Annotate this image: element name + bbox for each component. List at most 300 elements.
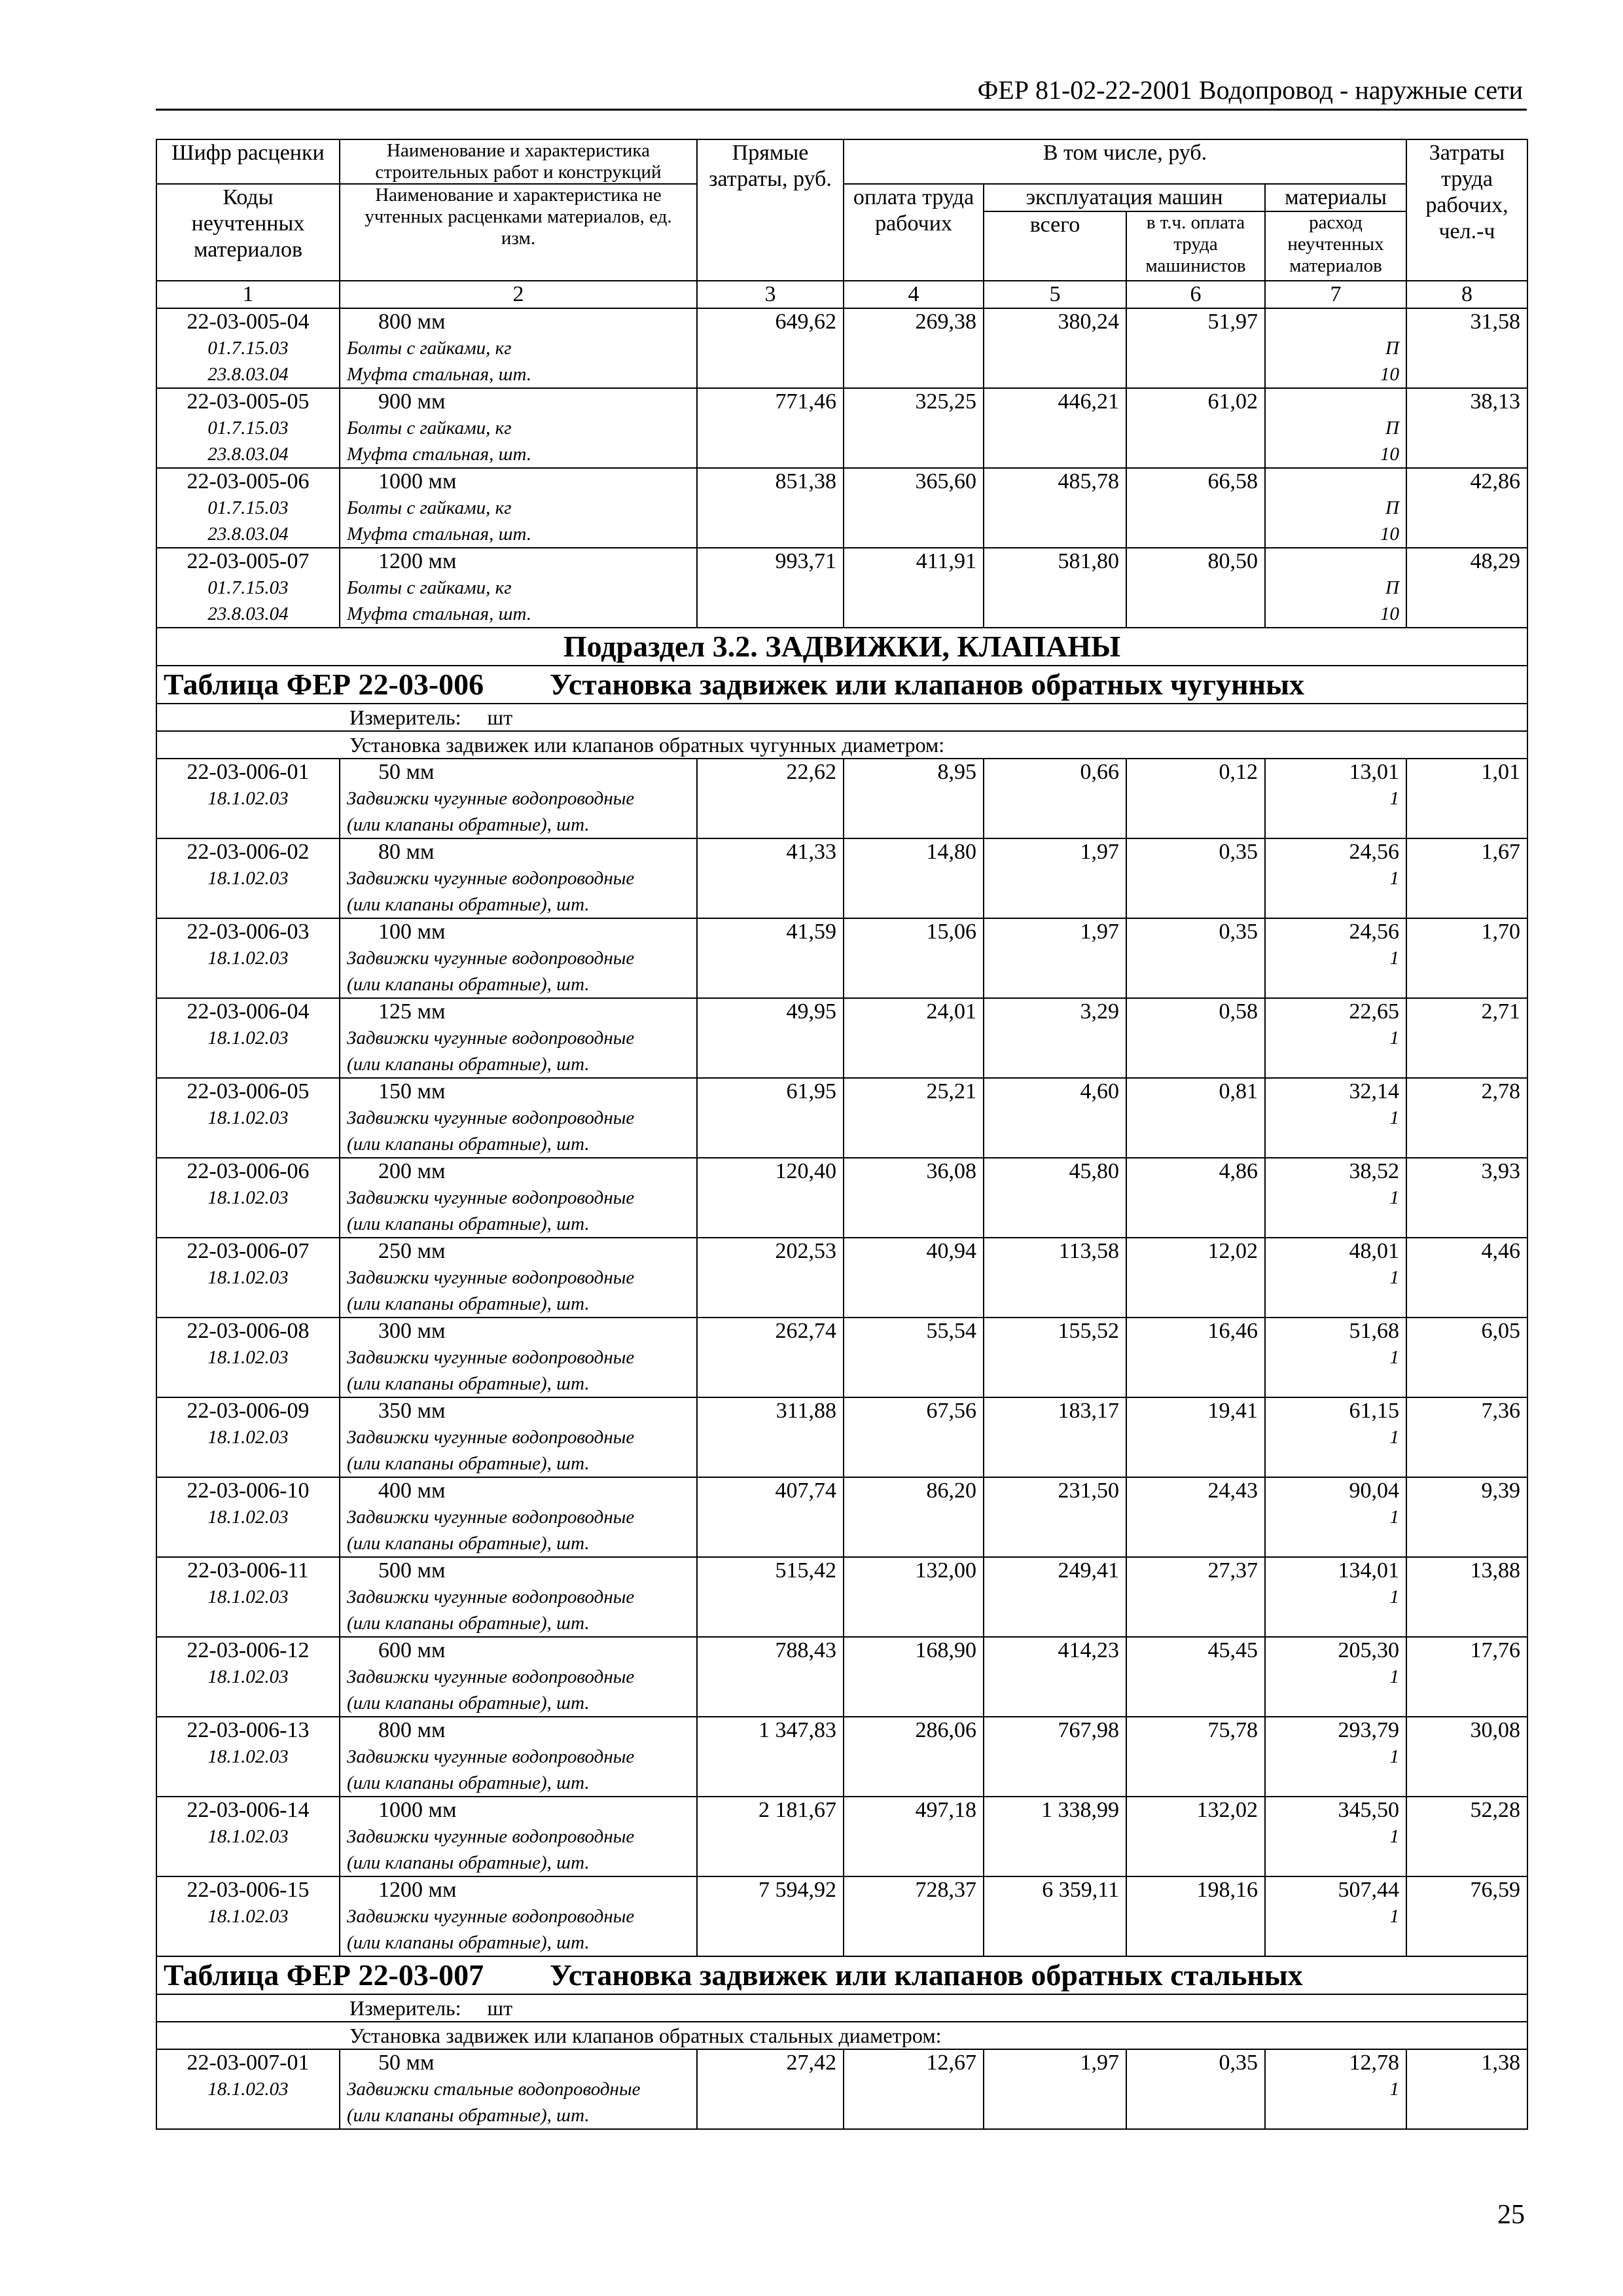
material-name-line1: Задвижки чугунные водопроводные — [347, 868, 635, 889]
rate-code-cell — [156, 1397, 340, 1477]
direct-cost-value: 7 594,92 — [758, 1878, 836, 1902]
material-name: Муфта стальная, шт. — [347, 524, 532, 545]
materials-cell — [1265, 2049, 1406, 2129]
machines-labor-value: 51,97 — [1207, 310, 1258, 334]
table-row — [156, 838, 1527, 918]
direct-cost — [697, 759, 844, 838]
materials-cell — [1265, 918, 1406, 998]
machines-total — [984, 388, 1126, 468]
materials-cell — [1265, 838, 1406, 918]
table-title — [156, 1956, 1527, 1994]
machines-total — [984, 1637, 1126, 1717]
labor-pay — [844, 998, 984, 1078]
rate-code-cell — [156, 759, 340, 838]
labor-pay — [844, 1318, 984, 1397]
direct-cost — [697, 918, 844, 998]
rate-code: 22-03-005-07 — [187, 549, 310, 573]
labor-cost-value: 42,86 — [1470, 469, 1520, 493]
labor-cost — [1406, 468, 1527, 548]
direct-cost-value: 49,95 — [786, 999, 836, 1024]
machines-labor-value: 0,12 — [1219, 760, 1258, 784]
material-name-line1: Задвижки чугунные водопроводные — [347, 1587, 635, 1607]
material-name-line1: Задвижки стальные водопроводные — [347, 2079, 641, 2100]
table-row — [156, 1158, 1527, 1238]
machines-labor — [1126, 308, 1265, 388]
table-row — [156, 1557, 1527, 1637]
measure-label: Измеритель: — [349, 706, 461, 729]
machines-total — [984, 1717, 1126, 1797]
direct-cost-value: 120,40 — [775, 1159, 836, 1183]
labor-pay-value: 325,25 — [915, 389, 976, 414]
labor-pay-value: 168,90 — [915, 1638, 976, 1662]
table-row — [156, 468, 1527, 548]
materials-cost: 38,52 — [1349, 1159, 1399, 1183]
material-name-line1: Задвижки чугунные водопроводные — [347, 948, 635, 969]
machines-labor-value: 132,02 — [1196, 1798, 1258, 1822]
direct-cost — [697, 548, 844, 628]
rate-code: 22-03-006-05 — [187, 1079, 310, 1103]
materials-cell — [1265, 1318, 1406, 1397]
machines-labor-value: 0,35 — [1219, 2051, 1258, 2075]
materials-cost: 90,04 — [1349, 1479, 1399, 1503]
material-name-line2: (или клапаны обратные), шт. — [347, 1772, 590, 1793]
table-name: Установка задвижек или клапанов обратных стальных — [550, 1958, 1303, 1992]
labor-pay-value: 40,94 — [926, 1239, 976, 1263]
column-number: 5 — [984, 281, 1126, 308]
labor-pay-value: 36,08 — [926, 1159, 976, 1183]
materials-cost: 24,56 — [1349, 840, 1399, 864]
machines-total — [984, 838, 1126, 918]
direct-cost-value: 2 181,67 — [758, 1798, 836, 1822]
rate-name: 150 мм — [378, 1079, 446, 1103]
rate-name: 500 мм — [378, 1558, 446, 1583]
material-code: 18.1.02.03 — [207, 1267, 289, 1288]
material-name-line2: (или клапаны обратные), шт. — [347, 1852, 590, 1873]
labor-cost-value: 4,46 — [1481, 1239, 1520, 1263]
direct-cost-value: 27,42 — [786, 2051, 836, 2075]
material-name: Муфта стальная, шт. — [347, 364, 532, 385]
labor-cost — [1406, 759, 1527, 838]
machines-total-value: 380,24 — [1058, 310, 1119, 334]
rate-name: 80 мм — [378, 840, 435, 864]
material-name-line2: (или клапаны обратные), шт. — [347, 1613, 590, 1634]
machines-total-value: 113,58 — [1058, 1239, 1119, 1263]
caption-row — [156, 2022, 1527, 2049]
machines-total — [984, 1557, 1126, 1637]
header-labor-pay: оплата труда рабочих — [844, 184, 984, 281]
labor-pay — [844, 1158, 984, 1238]
direct-cost — [697, 1477, 844, 1557]
rate-code: 22-03-006-09 — [187, 1399, 310, 1423]
material-qty: 1 — [1389, 1826, 1399, 1847]
material-code: 18.1.02.03 — [207, 1826, 289, 1847]
labor-pay — [844, 918, 984, 998]
material-qty: 1 — [1389, 1427, 1399, 1448]
rate-name: 800 мм — [378, 1718, 446, 1742]
direct-cost-value: 771,46 — [775, 389, 836, 414]
labor-pay-value: 8,95 — [937, 760, 976, 784]
table-row — [156, 548, 1527, 628]
material-name-line1: Задвижки чугунные водопроводные — [347, 1826, 635, 1847]
labor-cost — [1406, 1318, 1527, 1397]
direct-cost — [697, 1078, 844, 1158]
machines-total — [984, 548, 1126, 628]
direct-cost — [697, 1637, 844, 1717]
machines-total-value: 1,97 — [1080, 840, 1119, 864]
direct-cost — [697, 1717, 844, 1797]
section-row — [156, 628, 1527, 666]
material-qty: П — [1385, 497, 1399, 518]
rate-code-cell — [156, 1477, 340, 1557]
material-name-line2: (или клапаны обратные), шт. — [347, 974, 590, 995]
labor-pay-value: 55,54 — [926, 1319, 976, 1343]
machines-labor — [1126, 388, 1265, 468]
direct-cost-value: 407,74 — [775, 1479, 836, 1503]
section-title: Подраздел 3.2. ЗАДВИЖКИ, КЛАПАНЫ — [156, 628, 1527, 666]
machines-total-value: 155,52 — [1058, 1319, 1119, 1343]
material-name-line2: (или клапаны обратные), шт. — [347, 1213, 590, 1234]
page-number: 25 — [1497, 2200, 1525, 2230]
rate-name: 800 мм — [378, 310, 446, 334]
labor-pay — [844, 1797, 984, 1876]
header-machines-labor: в т.ч. оплата труда машинистов — [1126, 211, 1265, 281]
materials-cell — [1265, 1876, 1406, 1956]
machines-labor-value: 0,35 — [1219, 840, 1258, 864]
rate-code: 22-03-006-12 — [187, 1638, 310, 1662]
labor-pay-value: 24,01 — [926, 999, 976, 1024]
rate-code: 22-03-006-15 — [187, 1878, 310, 1902]
table-row — [156, 2049, 1527, 2129]
measure — [156, 704, 1527, 731]
rates-table — [156, 139, 1528, 2130]
materials-cell — [1265, 1557, 1406, 1637]
machines-labor-value: 0,35 — [1219, 920, 1258, 944]
material-code: 18.1.02.03 — [207, 1906, 289, 1927]
labor-cost-value: 2,71 — [1481, 999, 1520, 1024]
machines-total-value: 485,78 — [1058, 469, 1119, 493]
machines-total — [984, 468, 1126, 548]
labor-cost — [1406, 1797, 1527, 1876]
labor-pay — [844, 2049, 984, 2129]
rate-name: 100 мм — [378, 920, 446, 944]
materials-cost: 345,50 — [1338, 1798, 1399, 1822]
rate-name-cell — [340, 759, 697, 838]
machines-labor-value: 27,37 — [1207, 1558, 1258, 1583]
labor-cost — [1406, 918, 1527, 998]
material-qty: 1 — [1389, 1347, 1399, 1368]
machines-labor-value: 75,78 — [1207, 1718, 1258, 1742]
materials-cell — [1265, 548, 1406, 628]
material-qty: 10 — [1380, 364, 1399, 385]
rate-name-cell — [340, 1318, 697, 1397]
material-qty: 1 — [1389, 868, 1399, 889]
rate-name: 50 мм — [378, 760, 435, 784]
material-name-line2: (или клапаны обратные), шт. — [347, 894, 590, 915]
labor-pay — [844, 838, 984, 918]
labor-cost — [1406, 838, 1527, 918]
machines-total — [984, 1158, 1126, 1238]
rate-code-cell — [156, 918, 340, 998]
measure — [156, 1994, 1527, 2022]
machines-labor-value: 12,02 — [1207, 1239, 1258, 1263]
machines-labor — [1126, 548, 1265, 628]
rate-name: 600 мм — [378, 1638, 446, 1662]
header-direct: Прямые затраты, руб. — [697, 139, 844, 281]
labor-pay-value: 269,38 — [915, 310, 976, 334]
machines-total — [984, 2049, 1126, 2129]
material-name-line2: (или клапаны обратные), шт. — [347, 1373, 590, 1394]
labor-cost-value: 1,70 — [1481, 920, 1520, 944]
material-name-line2: (или клапаны обратные), шт. — [347, 1134, 590, 1155]
table-row — [156, 1238, 1527, 1318]
table-code: Таблица ФЕР 22-03-007 — [164, 1958, 484, 1992]
machines-total — [984, 1797, 1126, 1876]
labor-cost-value: 1,01 — [1481, 760, 1520, 784]
column-number: 4 — [844, 281, 984, 308]
materials-cell — [1265, 998, 1406, 1078]
rate-code-cell — [156, 1318, 340, 1397]
material-qty: 10 — [1380, 444, 1399, 465]
labor-cost-value: 9,39 — [1481, 1479, 1520, 1503]
machines-total — [984, 998, 1126, 1078]
material-qty: П — [1385, 418, 1399, 439]
materials-cell — [1265, 1797, 1406, 1876]
rate-name: 300 мм — [378, 1319, 446, 1343]
direct-cost — [697, 838, 844, 918]
machines-total-value: 6 359,11 — [1042, 1878, 1119, 1902]
direct-cost-value: 262,74 — [775, 1319, 836, 1343]
rate-code-cell — [156, 838, 340, 918]
labor-pay-value: 12,67 — [926, 2051, 976, 2075]
machines-total-value: 249,41 — [1058, 1558, 1119, 1583]
labor-cost-value: 1,38 — [1481, 2051, 1520, 2075]
materials-cost: 134,01 — [1338, 1558, 1399, 1583]
labor-cost — [1406, 1477, 1527, 1557]
labor-cost — [1406, 1717, 1527, 1797]
machines-total-value: 3,29 — [1080, 999, 1119, 1024]
direct-cost — [697, 468, 844, 548]
rate-code: 22-03-006-03 — [187, 920, 310, 944]
material-qty: 1 — [1389, 1028, 1399, 1049]
machines-labor-value: 4,86 — [1219, 1159, 1258, 1183]
machines-labor — [1126, 918, 1265, 998]
material-name-line2: (или клапаны обратные), шт. — [347, 1533, 590, 1554]
material-name-line1: Задвижки чугунные водопроводные — [347, 1028, 635, 1049]
material-code: 23.8.03.04 — [207, 603, 289, 624]
material-qty: П — [1385, 577, 1399, 598]
rate-code-cell — [156, 1078, 340, 1158]
measure-value: шт — [487, 1996, 513, 2020]
labor-cost — [1406, 2049, 1527, 2129]
header-materials-group: материалы — [1265, 184, 1406, 211]
rate-code-cell — [156, 1158, 340, 1238]
machines-labor-value: 0,81 — [1219, 1079, 1258, 1103]
material-qty: 10 — [1380, 524, 1399, 545]
material-qty: 1 — [1389, 948, 1399, 969]
materials-cell — [1265, 1397, 1406, 1477]
caption-row — [156, 731, 1527, 759]
direct-cost-value: 515,42 — [775, 1558, 836, 1583]
rate-name: 1000 мм — [378, 1798, 457, 1822]
rate-name: 125 мм — [378, 999, 446, 1024]
table-title-row — [156, 1956, 1527, 1994]
rate-name-cell — [340, 1078, 697, 1158]
materials-cell — [1265, 1717, 1406, 1797]
rate-code: 22-03-005-05 — [187, 389, 310, 414]
direct-cost-value: 22,62 — [786, 760, 836, 784]
rate-name: 1200 мм — [378, 1878, 457, 1902]
labor-cost — [1406, 1637, 1527, 1717]
table-row — [156, 1078, 1527, 1158]
header-machines-total: всего — [984, 211, 1126, 281]
material-code: 01.7.15.03 — [207, 418, 289, 439]
rate-code-cell — [156, 1637, 340, 1717]
rate-name-cell — [340, 548, 697, 628]
direct-cost — [697, 1397, 844, 1477]
machines-total-value: 231,50 — [1058, 1479, 1119, 1503]
column-number: 1 — [156, 281, 340, 308]
measure-row — [156, 1994, 1527, 2022]
material-name-line2: (или клапаны обратные), шт. — [347, 1453, 590, 1474]
labor-pay — [844, 1477, 984, 1557]
labor-pay — [844, 1557, 984, 1637]
machines-labor — [1126, 468, 1265, 548]
page-header — [156, 72, 1527, 111]
labor-cost-value: 38,13 — [1470, 389, 1520, 414]
table-row — [156, 1397, 1527, 1477]
material-qty: 1 — [1389, 1267, 1399, 1288]
rate-name-cell — [340, 838, 697, 918]
materials-cell — [1265, 1158, 1406, 1238]
measure-row — [156, 704, 1527, 731]
direct-cost-value: 649,62 — [775, 310, 836, 334]
material-code: 18.1.02.03 — [207, 1187, 289, 1208]
material-code: 18.1.02.03 — [207, 1746, 289, 1767]
machines-total — [984, 1238, 1126, 1318]
material-name-line1: Задвижки чугунные водопроводные — [347, 1906, 635, 1927]
machines-total-value: 183,17 — [1058, 1399, 1119, 1423]
direct-cost-value: 851,38 — [775, 469, 836, 493]
material-code: 01.7.15.03 — [207, 338, 289, 359]
table-caption: Установка задвижек или клапанов обратных чугунных диаметром: — [156, 731, 1527, 759]
labor-cost-value: 1,67 — [1481, 840, 1520, 864]
machines-labor-value: 0,58 — [1219, 999, 1258, 1024]
rate-name: 1200 мм — [378, 549, 457, 573]
machines-total-value: 414,23 — [1058, 1638, 1119, 1662]
machines-total — [984, 759, 1126, 838]
materials-cell — [1265, 388, 1406, 468]
machines-labor — [1126, 1876, 1265, 1956]
rate-name-cell — [340, 998, 697, 1078]
header-code-bottom: Коды неучтенных материалов — [156, 184, 340, 281]
material-code: 18.1.02.03 — [207, 1107, 289, 1128]
material-name-line1: Задвижки чугунные водопроводные — [347, 1666, 635, 1687]
labor-cost — [1406, 548, 1527, 628]
labor-cost-value: 3,93 — [1481, 1159, 1520, 1183]
labor-pay — [844, 1078, 984, 1158]
materials-cell — [1265, 1238, 1406, 1318]
header-name-bottom: Наименование и характеристика не учтенных расценками материалов, ед. изм. — [340, 184, 697, 281]
rate-name-cell — [340, 2049, 697, 2129]
rate-code-cell — [156, 2049, 340, 2129]
material-code: 18.1.02.03 — [207, 1666, 289, 1687]
material-code: 01.7.15.03 — [207, 577, 289, 598]
machines-labor-value: 198,16 — [1196, 1878, 1258, 1902]
rate-code-cell — [156, 1238, 340, 1318]
rate-name-cell — [340, 1797, 697, 1876]
table-row — [156, 1637, 1527, 1717]
materials-cost: 48,01 — [1349, 1239, 1399, 1263]
labor-cost — [1406, 1397, 1527, 1477]
labor-pay — [844, 1238, 984, 1318]
labor-pay-value: 411,91 — [916, 549, 976, 573]
rate-name: 250 мм — [378, 1239, 446, 1263]
rate-code: 22-03-006-04 — [187, 999, 310, 1024]
rate-code-cell — [156, 998, 340, 1078]
labor-pay — [844, 1717, 984, 1797]
machines-labor-value: 61,02 — [1207, 389, 1258, 414]
column-number: 7 — [1265, 281, 1406, 308]
rate-code: 22-03-006-10 — [187, 1479, 310, 1503]
material-qty: 1 — [1389, 788, 1399, 809]
labor-pay-value: 728,37 — [915, 1878, 976, 1902]
labor-cost-value: 52,28 — [1470, 1798, 1520, 1822]
machines-labor — [1126, 1078, 1265, 1158]
labor-pay — [844, 1876, 984, 1956]
direct-cost-value: 1 347,83 — [758, 1718, 836, 1742]
material-name-line2: (или клапаны обратные), шт. — [347, 814, 590, 835]
labor-cost — [1406, 388, 1527, 468]
machines-total-value: 1 338,99 — [1041, 1798, 1119, 1822]
materials-cost: 13,01 — [1349, 760, 1399, 784]
direct-cost — [697, 1158, 844, 1238]
material-code: 18.1.02.03 — [207, 948, 289, 969]
rate-name-cell — [340, 1557, 697, 1637]
material-name-line1: Задвижки чугунные водопроводные — [347, 1507, 635, 1528]
header-code-top: Шифр расценки — [156, 139, 340, 184]
labor-pay-value: 25,21 — [926, 1079, 976, 1103]
rate-code: 22-03-006-14 — [187, 1798, 310, 1822]
labor-pay-value: 67,56 — [926, 1399, 976, 1423]
rate-code: 22-03-006-01 — [187, 760, 310, 784]
direct-cost-value: 61,95 — [786, 1079, 836, 1103]
material-name: Муфта стальная, шт. — [347, 603, 532, 624]
materials-cost: 205,30 — [1338, 1638, 1399, 1662]
material-name-line2: (или клапаны обратные), шт. — [347, 1293, 590, 1314]
material-code: 23.8.03.04 — [207, 524, 289, 545]
labor-cost — [1406, 1876, 1527, 1956]
rate-code-cell — [156, 308, 340, 388]
labor-cost — [1406, 1078, 1527, 1158]
header-row-1 — [156, 139, 1527, 184]
machines-labor-value: 45,45 — [1207, 1638, 1258, 1662]
labor-cost-value: 7,36 — [1481, 1399, 1520, 1423]
rate-name-cell — [340, 308, 697, 388]
direct-cost — [697, 998, 844, 1078]
rate-name-cell — [340, 1637, 697, 1717]
materials-cell — [1265, 759, 1406, 838]
table-row — [156, 1797, 1527, 1876]
machines-labor — [1126, 759, 1265, 838]
material-name-line2: (или клапаны обратные), шт. — [347, 1932, 590, 1953]
machines-labor-value: 80,50 — [1207, 549, 1258, 573]
material-code: 18.1.02.03 — [207, 1028, 289, 1049]
machines-total-value: 1,97 — [1080, 920, 1119, 944]
table-row — [156, 308, 1527, 388]
table-row — [156, 998, 1527, 1078]
labor-pay — [844, 388, 984, 468]
material-qty: 1 — [1389, 2079, 1399, 2100]
